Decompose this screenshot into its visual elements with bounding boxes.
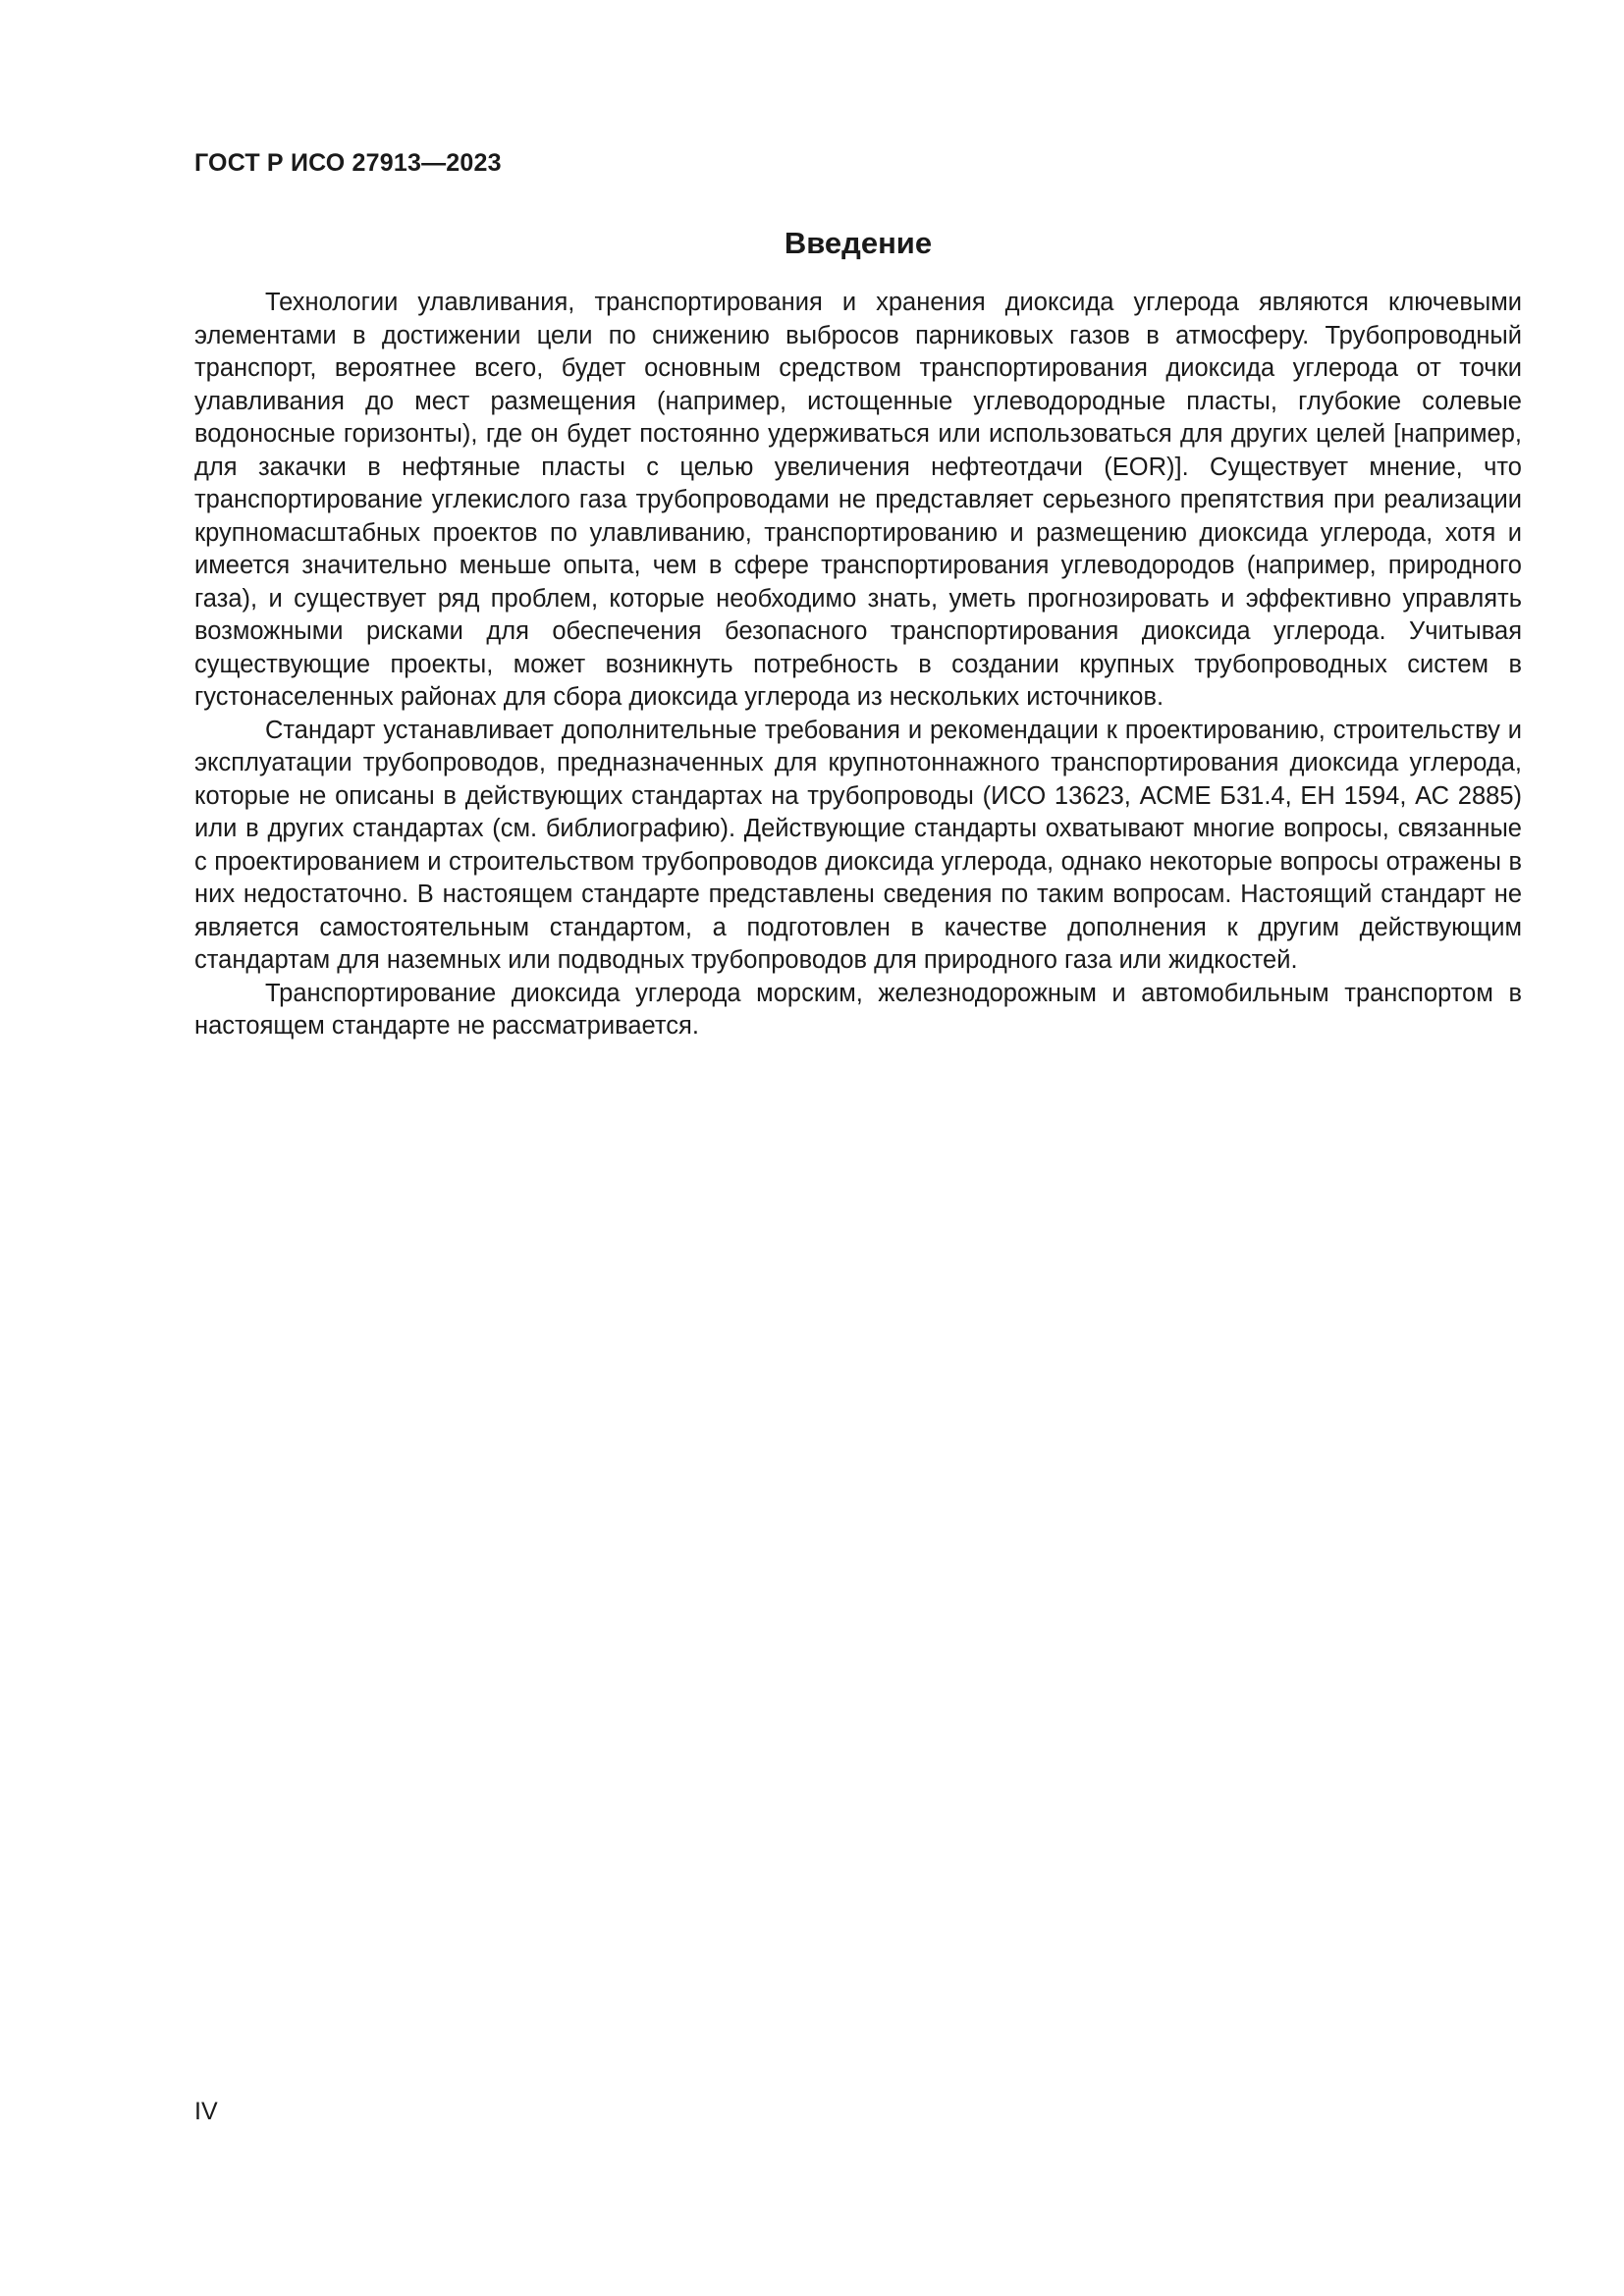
paragraph-3: Транспортирование диоксида углерода морским, железнодорожным и автомобильным транспортом в настоящем стандарте не рассматривается.	[194, 979, 1522, 1040]
paragraph-2: Стандарт устанавливает дополнительные требования и рекомендации к проектированию, строительству и эксплуатации трубопроводов, предназначенных для крупнотоннажного транспортирования диоксида углерода, которые не описаны в действующих стандартах на трубопроводы (ИСО 13623, АСМЕ Б31.4, ЕН 1594, АС 2885) или в других стандартах (см. библиографию). Действующие стандарты охватывают многие вопросы, связанные с проектированием и строительством трубопроводов диоксида углерода, однако некоторые вопросы отражены в них недостаточно. В настоящем стандарте представлены сведения по таким вопросам. Настоящий стандарт не является самостоятельным стандартом, а подготовлен в качестве дополнения к другим действующим стандартам для наземных или подводных трубопроводов для природного газа или жидкостей.	[194, 716, 1522, 974]
body-text	[194, 287, 1522, 1043]
document-standard-id: ГОСТ Р ИСО 27913—2023	[194, 149, 502, 177]
paragraph-1: Технологии улавливания, транспортирования и хранения диоксида углерода являются ключевыми элементами в достижении цели по снижению выбросов парниковых газов в атмосферу. Трубопроводный транспорт, вероятнее всего, будет основным средством транспортирования диоксида углерода от точки улавливания до мест размещения (например, истощенные углеводородные пласты, глубокие солевые водоносные горизонты), где он будет постоянно удерживаться или использоваться для других целей [например, для закачки в нефтяные пласты с целью увеличения нефтеотдачи (EOR)]. Существует мнение, что транспортирование углекислого газа трубопроводами не представляет серьезного препятствия при реализации крупномасштабных проектов по улавливанию, транспортированию и размещению диоксида углерода, хотя и имеется значительно меньше опыта, чем в сфере транспортирования углеводородов (например, природного газа), и существует ряд проблем, которые необходимо знать, уметь прогнозировать и эффективно управлять возможными рисками для обеспечения безопасного транспортирования диоксида углерода. Учитывая существующие проекты, может возникнуть потребность в создании крупных трубопроводных систем в густонаселенных районах для сбора диоксида углерода из нескольких источников.	[194, 289, 1522, 711]
section-title: Введение	[784, 226, 933, 260]
page-number: IV	[194, 2098, 218, 2125]
